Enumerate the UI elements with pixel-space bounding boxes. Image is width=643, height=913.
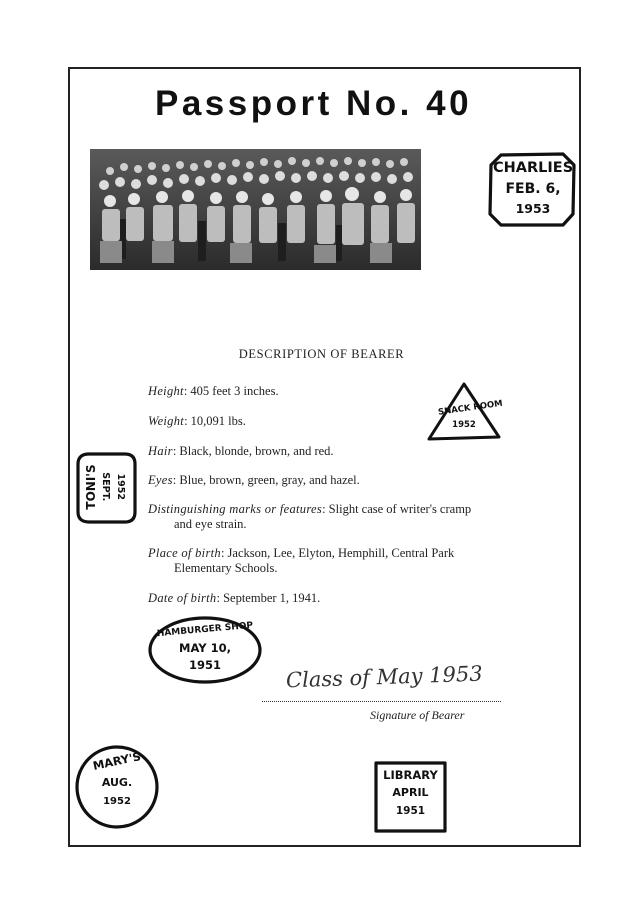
library-year: 1951 — [395, 805, 426, 817]
charlies-date: FEB. 6, — [505, 181, 561, 197]
charlies-year: 1953 — [515, 201, 551, 216]
height-line — [148, 383, 279, 399]
snack-room-name: SNACK ROOM — [437, 398, 504, 418]
hamburger-shop-stamp — [147, 614, 263, 685]
eyes-line — [148, 472, 360, 488]
eyes-label: Eyes — [148, 473, 173, 487]
eyes-value: : Blue, brown, green, gray, and hazel. — [172, 473, 360, 487]
weight-label: Weight — [148, 414, 185, 428]
height-value: : 405 feet 3 inches. — [183, 384, 279, 398]
hamburger-shop-date: MAY 10, — [179, 641, 231, 655]
snack-room-year: 1952 — [452, 420, 476, 430]
hair-line — [148, 443, 334, 459]
signature-line — [262, 701, 501, 702]
birthplace-value: : Jackson, Lee, Elyton, Hemphill, Central Park — [220, 546, 455, 560]
birthplace-line — [148, 545, 454, 561]
marys-month: AUG. — [101, 776, 133, 789]
marys-year: 1952 — [103, 796, 131, 807]
hamburger-shop-name: HAMBURGER SHOP — [156, 620, 254, 640]
signature-caption: Signature of Bearer — [370, 708, 465, 722]
library-stamp — [373, 760, 448, 834]
class-photo — [90, 149, 421, 270]
birthdate-label: Date of birth — [148, 591, 217, 605]
charlies-name: CHARLIES — [493, 160, 574, 176]
hamburger-shop-year: 1951 — [188, 658, 221, 672]
weight-value: : 10,091 lbs. — [184, 414, 246, 428]
snack-room-stamp — [424, 381, 502, 443]
charlies-stamp — [487, 151, 577, 228]
birthdate-value: : September 1, 1941. — [216, 591, 321, 605]
tonis-month: SEPT. — [99, 472, 111, 502]
signature: Class of May 1953 — [285, 661, 483, 693]
page-title: Passport No. 40 — [155, 84, 473, 123]
marys-stamp — [74, 744, 160, 830]
birthdate-line — [148, 590, 320, 606]
weight-line — [148, 413, 246, 429]
marks-continuation: and eye strain. — [174, 517, 247, 531]
description-heading: DESCRIPTION OF BEARER — [238, 347, 405, 361]
tonis-name: TONI'S — [84, 464, 98, 510]
marks-label: Distinguishing marks or features — [148, 502, 323, 516]
height-label: Height — [148, 384, 184, 398]
tonis-year: 1952 — [114, 473, 126, 500]
marys-name: MARY'S — [91, 749, 143, 773]
birthplace-label: Place of birth — [148, 546, 221, 560]
birthplace-continuation: Elementary Schools. — [174, 561, 278, 575]
marks-line — [148, 501, 471, 517]
library-name: LIBRARY — [383, 768, 438, 782]
hair-value: : Black, blonde, brown, and red. — [172, 444, 334, 458]
library-month: APRIL — [392, 786, 429, 799]
marks-value: : Slight case of writer's cramp — [322, 502, 472, 516]
tonis-stamp — [75, 451, 138, 525]
hair-label: Hair — [148, 444, 173, 458]
